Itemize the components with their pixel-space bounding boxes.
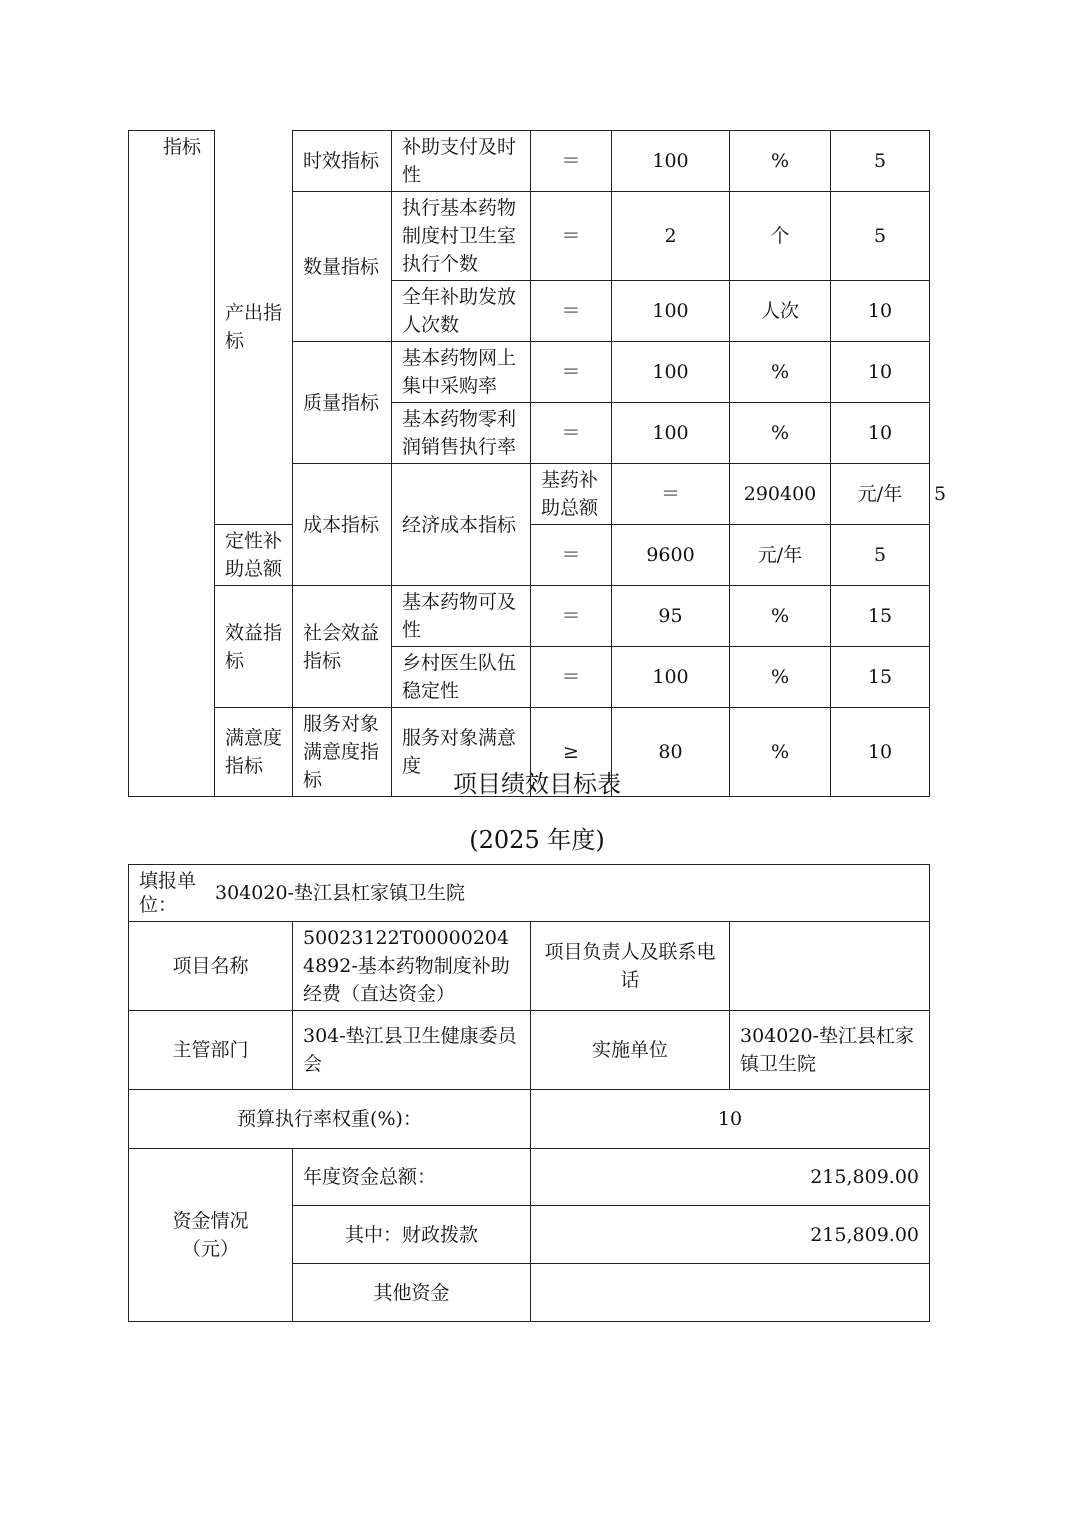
indicator-name: 全年补助发放人次数 bbox=[392, 281, 531, 342]
indicator-weight: 5 bbox=[831, 192, 930, 281]
indicator-weight: 10 bbox=[831, 708, 930, 797]
impl-label: 实施单位 bbox=[531, 1011, 730, 1090]
indicator-operator: ＝ bbox=[531, 525, 612, 586]
indicator-value: 100 bbox=[612, 647, 730, 708]
indicator-operator: ＝ bbox=[612, 464, 730, 525]
category-cost: 成本指标 bbox=[293, 464, 392, 586]
budget-weight-value: 10 bbox=[531, 1090, 930, 1149]
impl-value: 304020-垫江县杠家镇卫生院 bbox=[730, 1011, 930, 1090]
category-output: 产出指标 bbox=[215, 131, 293, 525]
sub-indicator: 经济成本指标 bbox=[392, 464, 531, 586]
indicator-unit: 人次 bbox=[730, 281, 831, 342]
funds-label: 资金情况（元） bbox=[129, 1149, 293, 1322]
sub-indicator: 质量指标 bbox=[293, 342, 392, 464]
dept-value: 304-垫江县卫生健康委员会 bbox=[293, 1011, 531, 1090]
indicator-name: 基本药物零利润销售执行率 bbox=[392, 403, 531, 464]
indicator-name: 乡村医生队伍稳定性 bbox=[392, 647, 531, 708]
indicator-weight: 15 bbox=[831, 586, 930, 647]
project-name-value: 50023122T000002044892-基本药物制度补助经费（直达资金） bbox=[293, 922, 531, 1011]
category-satisfaction: 满意度指标 bbox=[215, 708, 293, 797]
indicator-table: 指标 产出指标 时效指标 补助支付及时性 ＝ 100 % 5 数量指标 执行基本药物制度村卫生室执行个数 ＝ 2 个 5 全年补助发放人次数 ＝ 100 人次 10 质量指标 基本药物网上集中采购率 ＝ 100 % 10 基本药物零利润销售执行率 ＝ 100 % 10 成本指标 经济成本指标 基药补助总额 ＝ 290400 元/年 5 定性补助总额 ＝ 9600 元/年 5 效益指标 社会效益指标 基本药物可及性 ＝ 95 % 15 乡村医生队伍稳定性 ＝ 100 % 15 满意度指标 服务对象满意度指标 服务对象满意度 ≥ 80 % 10 bbox=[128, 130, 930, 797]
sub-indicator: 时效指标 bbox=[293, 131, 392, 192]
indicator-operator: ＝ bbox=[531, 281, 612, 342]
indicator-weight: 10 bbox=[831, 342, 930, 403]
reporter-row bbox=[129, 865, 930, 922]
indicator-unit: 元/年 bbox=[730, 525, 831, 586]
indicator-operator: ＝ bbox=[531, 586, 612, 647]
fiscal-value: 215,809.00 bbox=[531, 1206, 930, 1264]
indicator-value: 100 bbox=[612, 342, 730, 403]
indicator-name: 执行基本药物制度村卫生室执行个数 bbox=[392, 192, 531, 281]
annual-total-label: 年度资金总额： bbox=[293, 1149, 531, 1206]
indicator-weight: 5 bbox=[831, 131, 930, 192]
indicator-name: 补助支付及时性 bbox=[392, 131, 531, 192]
indicator-unit: % bbox=[730, 708, 831, 797]
indicator-value: 290400 bbox=[730, 464, 831, 525]
indicator-name: 服务对象满意度 bbox=[392, 708, 531, 797]
dept-label: 主管部门 bbox=[129, 1011, 293, 1090]
indicator-operator: ＝ bbox=[531, 192, 612, 281]
indicator-weight: 10 bbox=[831, 281, 930, 342]
indicator-unit: % bbox=[730, 647, 831, 708]
indicator-value: 100 bbox=[612, 403, 730, 464]
indicator-unit: % bbox=[730, 403, 831, 464]
indicator-operator: ＝ bbox=[531, 403, 612, 464]
sub-indicator: 社会效益指标 bbox=[293, 586, 392, 708]
other-funds-label: 其他资金 bbox=[293, 1264, 531, 1322]
indicator-value: 9600 bbox=[612, 525, 730, 586]
indicator-top-label: 指标 bbox=[129, 131, 215, 797]
indicator-operator: ＝ bbox=[531, 342, 612, 403]
indicator-name: 基药补助总额 bbox=[531, 464, 612, 525]
project-name-label: 项目名称 bbox=[129, 922, 293, 1011]
fiscal-label: 其中：财政拨款 bbox=[293, 1206, 531, 1264]
indicator-unit: % bbox=[730, 131, 831, 192]
indicator-value: 100 bbox=[612, 281, 730, 342]
indicator-value: 2 bbox=[612, 192, 730, 281]
indicator-weight: 15 bbox=[831, 647, 930, 708]
indicator-unit: % bbox=[730, 586, 831, 647]
contact-label: 项目负责人及联系电话 bbox=[531, 922, 730, 1011]
indicator-weight: 5 bbox=[831, 525, 930, 586]
indicator-operator: ≥ bbox=[531, 708, 612, 797]
reporter-value: 304020-垫江县杠家镇卫生院 bbox=[215, 882, 465, 904]
sub-indicator: 服务对象满意度指标 bbox=[293, 708, 392, 797]
sub-indicator: 数量指标 bbox=[293, 192, 392, 342]
indicator-unit: 元/年 bbox=[831, 464, 930, 525]
category-benefit: 效益指标 bbox=[215, 586, 293, 708]
indicator-name: 基本药物可及性 bbox=[392, 586, 531, 647]
contact-value bbox=[730, 922, 930, 1011]
page-title: 项目绩效目标表 bbox=[453, 770, 621, 798]
indicator-unit: % bbox=[730, 342, 831, 403]
indicator-name: 基本药物网上集中采购率 bbox=[392, 342, 531, 403]
project-info-table bbox=[128, 864, 930, 1322]
indicator-operator: ＝ bbox=[531, 131, 612, 192]
indicator-unit: 个 bbox=[730, 192, 831, 281]
budget-weight-label: 预算执行率权重(%)： bbox=[129, 1090, 531, 1149]
other-funds-value bbox=[531, 1264, 930, 1322]
page-subtitle: (2025 年度) bbox=[469, 826, 605, 854]
indicator-operator: ＝ bbox=[531, 647, 612, 708]
reporter-label: 填报单位： bbox=[139, 870, 197, 916]
indicator-value: 100 bbox=[612, 131, 730, 192]
annual-total-value: 215,809.00 bbox=[531, 1149, 930, 1206]
indicator-value: 95 bbox=[612, 586, 730, 647]
indicator-value: 80 bbox=[612, 708, 730, 797]
indicator-name: 定性补助总额 bbox=[215, 525, 293, 586]
indicator-weight: 10 bbox=[831, 403, 930, 464]
